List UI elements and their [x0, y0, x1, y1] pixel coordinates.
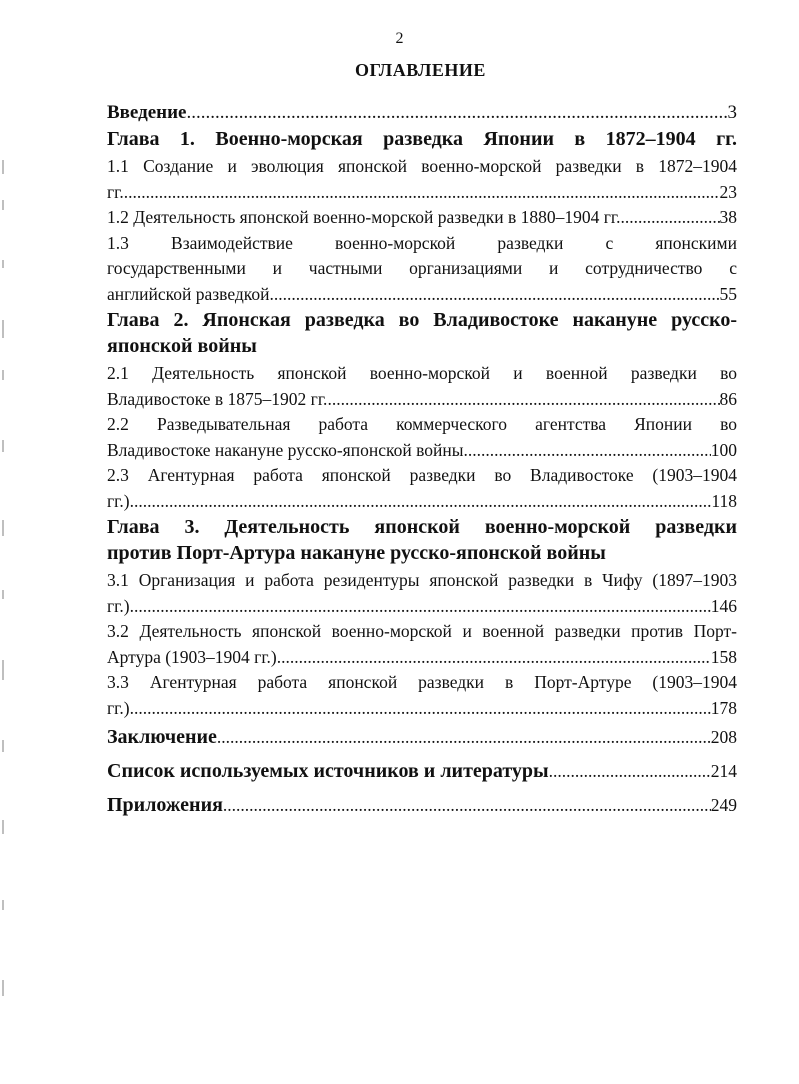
- section-line-leader: [107, 180, 737, 206]
- toc-entry-appendix[interactable]: [107, 791, 737, 819]
- dot-leader: [327, 387, 719, 413]
- toc-section-2-3[interactable]: [107, 463, 737, 514]
- section-line: гг.): [107, 595, 130, 616]
- toc-section-1-3[interactable]: [107, 231, 737, 308]
- page-number: 2: [395, 30, 404, 47]
- section-line: гг.: [107, 181, 124, 202]
- toc-entry-label: Список используемых источников и литературы: [107, 760, 549, 782]
- dot-leader: [130, 489, 712, 515]
- toc-page-number: 178: [710, 697, 737, 718]
- section-line-leader: [107, 438, 737, 464]
- section-line: 1.3 Взаимодействие военно-морской разведки с японскими: [107, 232, 737, 253]
- dot-leader: [217, 723, 711, 751]
- toc-section-3-1[interactable]: [107, 568, 737, 619]
- toc-section-3-3[interactable]: [107, 670, 737, 721]
- toc-page-number: 118: [711, 490, 737, 511]
- section-line: Артура (1903–1904 гг.): [107, 646, 277, 667]
- toc-section-3-2[interactable]: [107, 619, 737, 670]
- section-line: Владивостоке накануне русско-японской войны: [107, 439, 464, 460]
- dot-leader: [124, 180, 720, 206]
- chapter-heading-text: Глава 2. Японская разведка во Владивостоке накануне русско-: [107, 309, 737, 331]
- dot-leader: [130, 594, 711, 620]
- section-line: 1.2 Деятельность японской военно-морской разведки в 1880–1904 гг.: [107, 207, 621, 227]
- section-line: Владивостоке в 1875–1902 гг.: [107, 388, 328, 409]
- toc-entry-intro[interactable]: [107, 100, 737, 126]
- section-line: 3.3 Агентурная работа японской разведки в Порт-Артуре (1903–1904: [107, 672, 737, 692]
- section-line-leader: [107, 645, 737, 671]
- chapter-heading-text: Глава 1. Военно-морская разведка Японии в 1872–1904 гг.: [107, 128, 737, 150]
- toc-entry-conclusion[interactable]: [107, 723, 737, 751]
- section-line: государственными и частными организациями и сотрудничество с: [107, 258, 737, 278]
- section-line-leader: [107, 489, 737, 515]
- toc-page-number: 208: [710, 727, 737, 747]
- section-line-leader: [107, 696, 737, 722]
- toc-entry-label: Приложения: [107, 794, 223, 816]
- toc-page-number: 55: [719, 283, 737, 304]
- toc-chapter-3-heading-cont[interactable]: [107, 540, 737, 566]
- toc-page-number: 146: [710, 595, 737, 616]
- section-line-leader: [107, 594, 737, 620]
- toc-page-number: 214: [710, 761, 737, 781]
- toc-page-number: 158: [710, 646, 737, 667]
- toc-chapter-2-heading-cont[interactable]: [107, 333, 737, 359]
- toc-chapter-2-heading[interactable]: [107, 307, 737, 333]
- toc-entry-label: Введение: [107, 102, 187, 123]
- dot-leader: [187, 100, 728, 126]
- dot-leader: [277, 645, 711, 671]
- section-line: 2.1 Деятельность японской военно-морской и военной разведки во: [107, 363, 737, 383]
- toc-chapter-1-heading[interactable]: [107, 126, 737, 152]
- chapter-heading-text: против Порт-Артура накануне русско-японской войны: [107, 542, 606, 564]
- chapter-heading-text: Глава 3. Деятельность японской военно-морской разведки: [107, 516, 737, 538]
- section-line: гг.): [107, 697, 130, 718]
- toc-page-number: 38: [719, 207, 737, 227]
- section-line: гг.): [107, 490, 130, 511]
- dot-leader: [621, 205, 720, 231]
- section-line-leader: [107, 387, 737, 413]
- toc-section-2-1[interactable]: [107, 361, 737, 412]
- section-line: 2.3 Агентурная работа японской разведки во Владивостоке (1903–1904: [107, 465, 737, 485]
- section-line: 3.1 Организация и работа резидентуры японской разведки в Чифу (1897–1903: [107, 570, 737, 590]
- chapter-heading-text: японской войны: [107, 335, 257, 357]
- toc-page-number: 86: [719, 388, 737, 409]
- section-line: 1.1 Создание и эволюция японской военно-морской разведки в 1872–1904: [107, 156, 737, 176]
- scan-margin-artifacts: [2, 140, 12, 1040]
- dot-leader: [130, 696, 711, 722]
- section-line-leader: [107, 282, 737, 308]
- toc-title: ОГЛАВЛЕНИЕ: [355, 60, 486, 80]
- toc-page-number: 3: [727, 102, 737, 123]
- toc-page-number: 249: [710, 795, 737, 815]
- toc-chapter-3-heading[interactable]: [107, 514, 737, 540]
- toc-section-1-2[interactable]: [107, 205, 737, 231]
- toc-section-2-2[interactable]: [107, 412, 737, 463]
- toc-page-number: 100: [710, 439, 737, 460]
- section-line: английской разведкой: [107, 283, 270, 304]
- toc-entry-sources[interactable]: [107, 757, 737, 785]
- dot-leader: [223, 791, 711, 819]
- dot-leader: [549, 757, 711, 785]
- toc-entry-label: Заключение: [107, 726, 217, 748]
- section-line: 2.2 Разведывательная работа коммерческого агентства Японии во: [107, 414, 737, 434]
- toc-section-1-1[interactable]: [107, 154, 737, 205]
- dot-leader: [270, 282, 720, 308]
- dot-leader: [463, 438, 710, 464]
- table-of-contents: [107, 100, 737, 819]
- section-line: 3.2 Деятельность японской военно-морской и военной разведки против Порт-: [107, 621, 737, 641]
- toc-page-number: 23: [719, 181, 737, 202]
